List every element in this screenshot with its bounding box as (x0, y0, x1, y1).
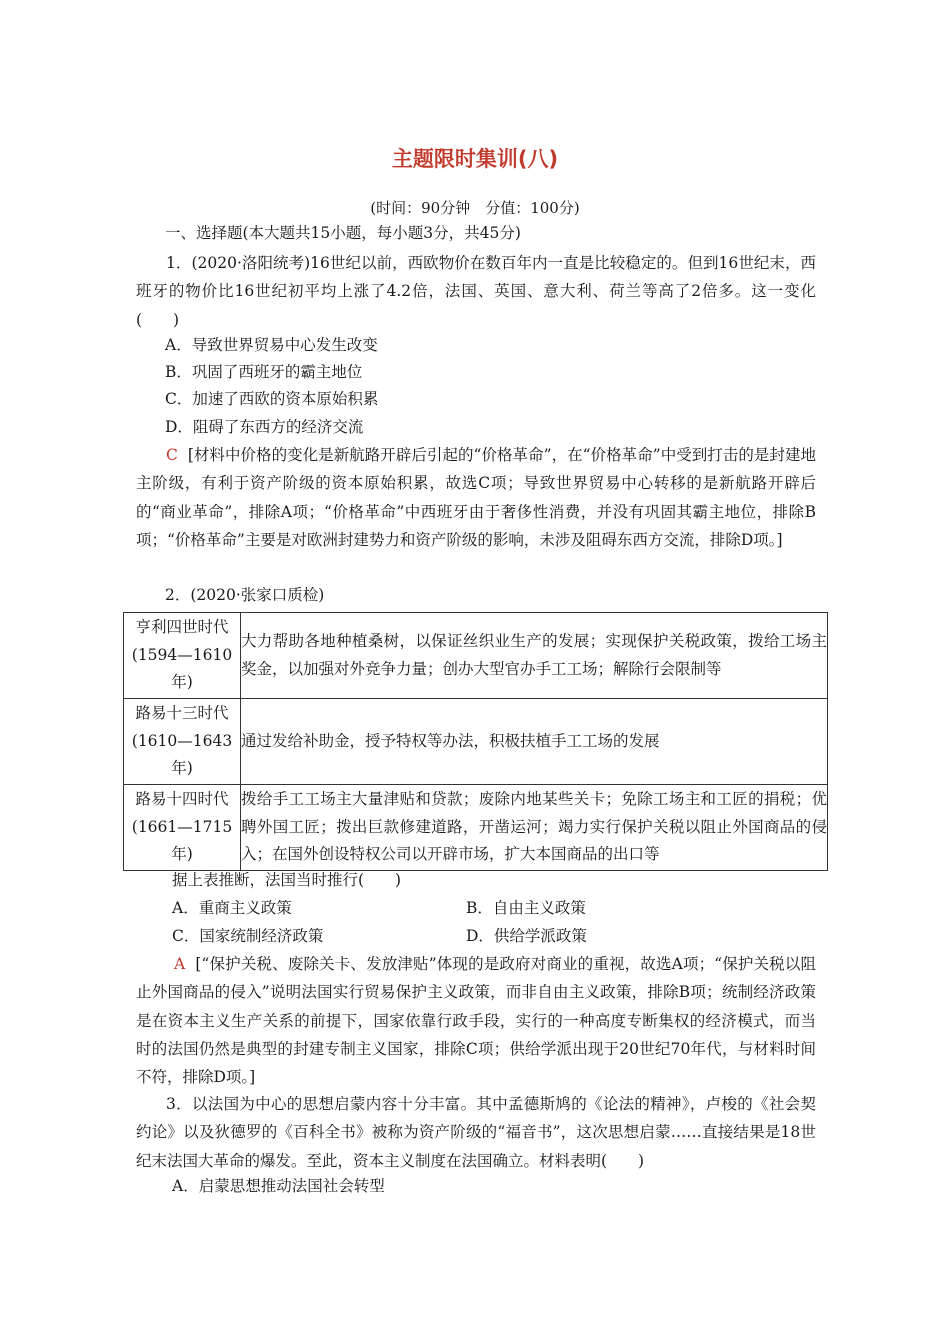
question-2-stem: 2．(2020·张家口质检) (165, 586, 325, 604)
question-3-stem: 3．以法国为中心的思想启蒙内容十分丰富。其中孟德斯鸠的《论法的精神》，卢梭的《社会契约论》以及狄德罗的《百科全书》被称为资产阶级的“福音书”，这次思想启蒙……直接结果是18世纪末法国大革命的爆发。至此，资本主义制度在法国确立。材料表明( ) (136, 1095, 816, 1170)
page-title: 主题限时集训(八) (391, 147, 559, 171)
q2-option-b: B．自由主义政策 (466, 899, 586, 917)
q1-option-c: C．加速了西欧的资本原始积累 (165, 390, 379, 408)
era-cell: 路易十四时代 (1661—1715 年) (124, 785, 241, 871)
table-row (124, 699, 828, 785)
q3-option-a: A．启蒙思想推动法国社会转型 (172, 1177, 385, 1195)
q2-option-d: D．供给学派政策 (466, 927, 587, 945)
policy-cell: 大力帮助各地种植桑树，以保证丝织业生产的发展；实现保护关税政策，拨给工场主奖金，以加强对外竞争力量；创办大型官办手工工场；解除行会限制等 (241, 613, 828, 699)
table-row (124, 613, 828, 699)
q1-option-b: B．巩固了西班牙的霸主地位 (165, 363, 363, 381)
era-cell: 亨利四世时代 (1594—1610 年) (124, 613, 241, 699)
q2-explanation (136, 950, 816, 1091)
q1-explanation (136, 441, 816, 554)
question-2-ask: 据上表推断，法国当时推行( ) (172, 871, 402, 889)
q1-option-a: A．导致世界贸易中心发生改变 (165, 336, 378, 354)
question-1-stem: 1．(2020·洛阳统考)16世纪以前，西欧物价在数百年内一直是比较稳定的。但到16世纪末，西班牙的物价比16世纪初平均上涨了4.2倍，法国、英国、意大利、荷兰等高了2倍多。这一变化( ) (136, 254, 816, 329)
exam-meta: (时间：90分钟 分值：100分) (370, 199, 580, 217)
policy-cell: 通过发给补助金，授予特权等办法，积极扶植手工工场的发展 (241, 699, 828, 785)
section-heading: 一、选择题(本大题共15小题，每小题3分，共45分) (165, 224, 521, 242)
q2-option-c: C．国家统制经济政策 (172, 927, 324, 945)
q2-answer: A (174, 955, 186, 973)
q1-option-d: D．阻碍了东西方的经济交流 (165, 418, 364, 436)
policy-table (123, 612, 828, 871)
policy-cell: 拨给手工工场主大量津贴和贷款；废除内地某些关卡；免除工场主和工匠的捐税；优聘外国工匠；拨出巨款修建道路，开凿运河；竭力实行保护关税以阻止外国商品的侵入；在国外创设特权公司以开辟市场，扩大本国商品的出口等 (241, 785, 828, 871)
table-row (124, 785, 828, 871)
q1-answer: C (166, 446, 178, 464)
q1-explanation-text: [材料中价格的变化是新航路开辟后引起的“价格革命”，在“价格革命”中受到打击的是封建地主阶级，有利于资产阶级的资本原始积累，故选C项；导致世界贸易中心转移的是新航路开辟后的“商业革命”，排除A项；“价格革命”中西班牙由于奢侈性消费，并没有巩固其霸主地位，排除B项；“价格革命”主要是对欧洲封建势力和资产阶级的影响，未涉及阻碍东西方交流，排除D项。] (136, 446, 817, 549)
q2-option-a: A．重商主义政策 (172, 899, 292, 917)
era-cell: 路易十三时代 (1610—1643 年) (124, 699, 241, 785)
q2-explanation-text: [“保护关税、废除关卡、发放津贴”体现的是政府对商业的重视，故选A项；“保护关税以阻止外国商品的侵入”说明法国实行贸易保护主义政策，而非自由主义政策，排除B项；统制经济政策是在资本主义生产关系的前提下，国家依靠行政手段，实行的一种高度专断集权的经济模式，而当时的法国仍然是典型的封建专制主义国家，排除C项；供给学派出现于20世纪70年代，与材料时间不符，排除D项。] (136, 955, 816, 1087)
